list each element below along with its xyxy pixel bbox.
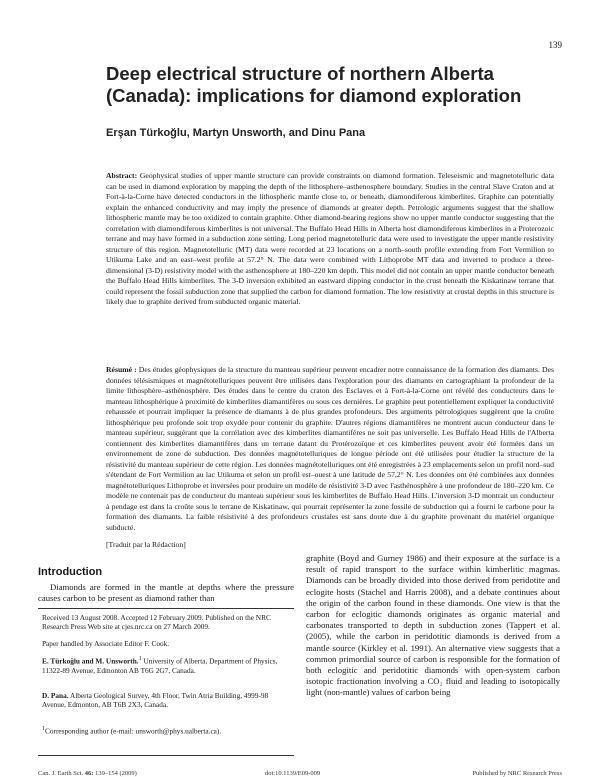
author-list: Erşan Türkoğlu, Martyn Unsworth, and Dinu Pana (106, 127, 366, 139)
affiliation-2-names: D. Pana. (42, 691, 69, 700)
page-number: 139 (548, 40, 562, 50)
affiliation-1 (42, 655, 290, 675)
doi: doi:10.1139/E09-009 (265, 770, 321, 777)
citation-journal: Can. J. Earth Sci. (38, 770, 84, 777)
affiliation-2-text: Alberta Geological Survey, 4th Floor, Twin Atria Building, 4999-98 Avenue, Edmonton, AB T6B 2X3, Canada. (42, 691, 269, 710)
abstract-label: Abstract: (106, 171, 138, 180)
abstract (106, 171, 554, 308)
footnote-box (38, 608, 294, 756)
resume-label: Résumé : (106, 365, 137, 374)
resume (106, 365, 554, 533)
affiliation-1-text: University of Alberta, Department of Physics, 11322-89 Avenue, Edmonton AB T6G 2G7, Canada. (42, 656, 278, 675)
received-note: Received 13 August 2008. Accepted 12 February 2009. Published on the NRC Research Press Web site at cjes.nrc.ca on 27 March 2009. (42, 613, 271, 632)
corresponding-marker: 1 (42, 726, 46, 732)
intro-paragraph-left: Diamonds are formed in the mantle at depths where the pressure causes carbon to be present as diamond rather than (38, 582, 294, 604)
abstract-text: Geophysical studies of upper mantle structure can provide constraints on diamond formation. Teleseismic and magnetotelluric data can be used in diamond exploration by mapping the depth of the lithosphere–asthenosphere boundary. Studies in the central Slave Craton and at Fort-à-la-Corne have detected conductors in the lithospheric mantle close to, or beneath, diamondiferous kimberlites. Graphite can potentially explain the enhanced conductivity and may imply the presence of diamonds at greater depth. Petrologic arguments suggest that the shallow lithospheric mantle may be too oxidized to contain graphite. Other diamond-bearing regions show no upper mantle conductor suggesting that the correlation with diamondiferous kimberlites is not universal. The Buffalo Head Hills in Alberta host diamondiferous kimberlites in a Proterozoic terrane and may have formed in a subduction zone setting. Long period magnetotelluric data were used to investigate the upper mantle resistivity structure of this region. Magnetotelluric (MT) data were recorded at 23 locations on a north–south profile extending from Fort Vermilion to Utikuma Lake and an east–west profile at 57.2° N. The data were combined with Lithoprobe MT data and inverted to produce a three-dimensional (3-D) resistivity model with the asthenosphere at 180–220 km depth. This model did not contain an upper mantle conductor beneath the Buffalo Head Hills kimberlites. The 3-D inversion exhibited an eastward dipping conductor in the crust beneath the Kiskatinaw terrane that could represent the fossil subduction zone that supplied the carbon for diamond formation. The low resistivity at crustal depths in this structure is likely due to graphite derived from subducted organic material. (106, 171, 555, 306)
corresponding-text: Corresponding author (e-mail: unsworth@phys.ualberta.ca). (45, 726, 222, 736)
affiliation-1-marker: 1 (138, 656, 142, 662)
affiliation-1-names: E. Türkoğlu and M. Unsworth. (42, 656, 139, 666)
resume-text: Des études géophysiques de la structure du manteau supérieur peuvent encadrer notre connaissance de la formation des diamants. Des données télésismiques et magnétotelluriques peuvent être utilisées dans l'exploration pour des diamants en cartographiant la profondeur de la limite lithosphère–asthénosphère. Des études dans le centre du craton des Esclaves et à Fort-à-la-Corne ont révélé des conducteurs dans le manteau lithosphérique à proximité de kimberlites diamantifères ou sous ces dernières. Le graphite peut potentiellement expliquer la conductivité rehaussée et pourrait impliquer la présence de diamants à de plus grandes profondeurs. Des arguments pétrologiques suggèrent que la croûte lithosphérique peu profonde soit trop oxydée pour contenir du graphite. D'autres régions diamantifères ne montrent aucun conducteur dans le manteau supérieur, suggérant que la corrélation avec des kimberlites diamantifères ne soit pas universelle. Les Buffalo Head Hills de l'Alberta contiennent des kimberlites diamantifères dans un terrane datant du Protérozoïque et ces kimberlites peuvent avoir été formées dans un environnement de zone de subduction. Des données magnétotelluriques de longue période ont été utilisées pour étudier la structure de la résistivité du manteau supérieur de cette région. Les données magnétotelluriques ont été enregistrées à 23 emplacements selon un profil nord–sud s'étendant de Fort Vermilion au lac Utikuma et selon un profil est–ouest à une latitude de 57,2° N. Les données ont été combinées aux données magnétotelluriques Lithoprobe et inversées pour produire un modèle de résistivité 3-D avec l'asthénosphère à une profondeur de 180–220 km. Ce modèle ne contenait pas de conducteur du manteau supérieur sous les kimberlites de Buffalo Head Hills. L'inversion 3-D montrait un conducteur à pendage est dans la croûte sous le terrane de Kiskatinaw, qui pourrait représenter la zone fossile de subduction qui a fourni le carbone pour la formation des diamants. La faible résistivité à des profondeurs crustales est sans doute due à du graphite provenant du matériel organique subducté. (106, 365, 554, 532)
citation-pages: 139–154 (2009) (95, 770, 137, 777)
intro-paragraph-right: graphite (Boyd and Gurney 1986) and their exposure at the surface is a result of rapid transport to the surface within kimberlitic magmas. Diamonds can be broadly divided into those derived from peridotite and eclogite hosts (Stachel and Harris 2008), and a debate continues about the origin of the carbon found in these diamonds. One view is that the carbon for eclogitic diamonds originates as organic material and carbonates transported to depth in subduction zones (Tappert et al. (2005), while the carbon in peridotitic diamonds is derived from a mantle source (Kirkley et al. 1991). An alternative view suggests that a common primordial source of carbon is responsible for the formation of both eclogitic and peridotitic diamonds with open-system carbon isotopic fractionation involving a CO₂ fluid and leading to isotopically light (non-mantle) values of carbon being (306, 553, 560, 698)
affiliation-2 (42, 691, 290, 710)
section-heading-introduction: Introduction (38, 566, 103, 578)
editor-note: Paper handled by Associate Editor F. Cook. (42, 639, 170, 648)
citation-volume: 46: (84, 770, 94, 777)
article-title: Deep electrical structure of northern Alberta (Canada): implications for diamond exploration (106, 63, 522, 106)
corresponding-author (42, 725, 290, 736)
translation-note: [Traduit par la Rédaction] (106, 540, 186, 549)
publisher: Published by NRC Research Press (472, 770, 562, 777)
